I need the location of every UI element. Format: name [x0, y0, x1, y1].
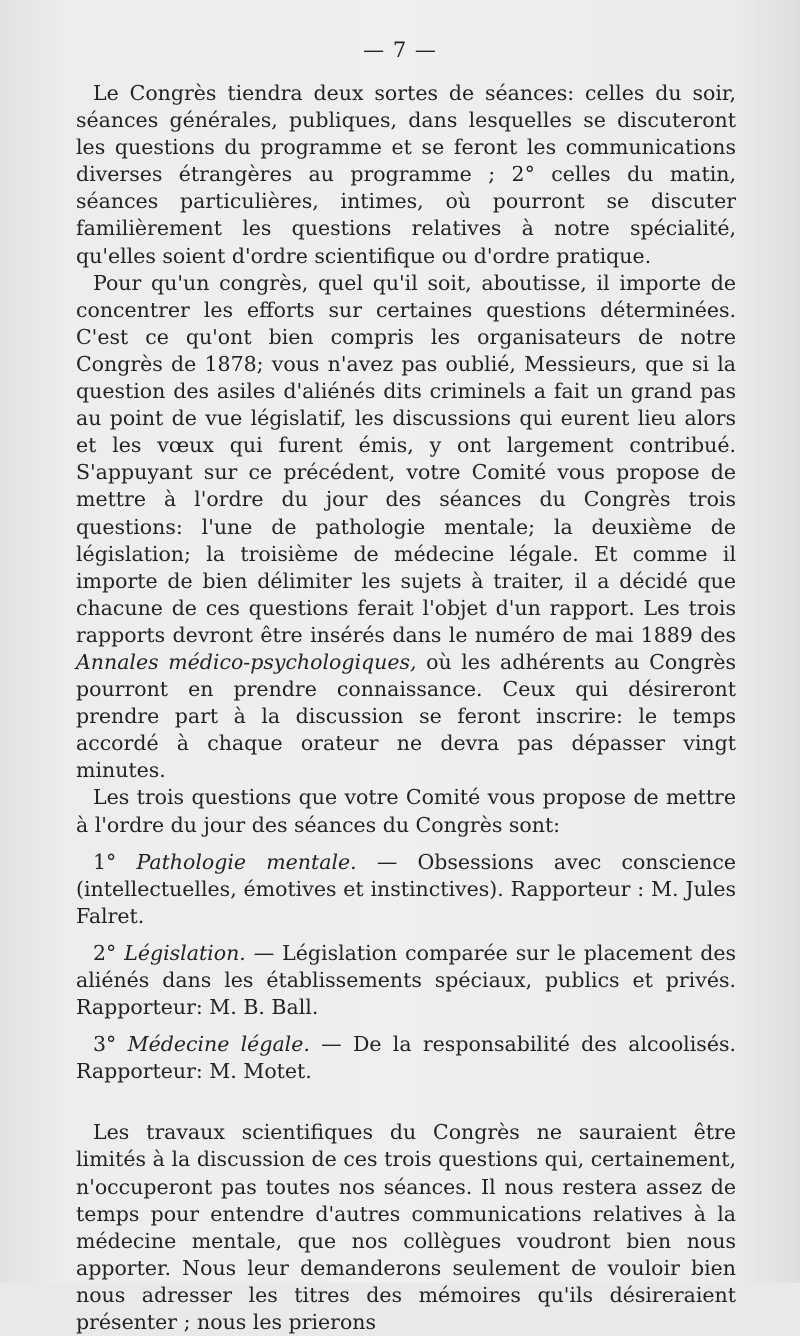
question-topic: Pathologie mentale. — [136, 849, 357, 874]
paragraph-congres-organisation — [76, 270, 736, 785]
question-text: — Législation comparée sur le placement des aliénés dans les établissements spéciaux, publics et privés. Rapporteur: M. B. Ball. — [76, 940, 736, 1020]
question-topic: Médecine légale. — [127, 1032, 310, 1057]
question-number: 1° — [93, 849, 117, 874]
paragraph-congres-text: Pour qu'un congrès, quel qu'il soit, aboutisse, il importe de concentrer les efforts sur certaines questions déterminées. C'est ce qu'ont bien compris les organisateurs de notre Congrès de 1878; vous n'avez pas oublié, Messieurs, que si la question des asiles d'aliénés dits criminels a fait un grand pas au point de vue législatif, les discussions qui eurent lieu alors et les vœux qui furent émis, y ont largement contribué. S'appuyant sur ce précédent, votre Comité vous propose de mettre à l'ordre du jour des séances du Congrès trois questions: l'une de pathologie mentale; la deuxième de législation; la troisième de médecine légale. Et comme il importe de bien délimiter les sujets à traiter, il a décidé que chacune de ces questions ferait l'objet d'un rapport. Les trois rapports devront être insérés dans le numéro de mai 1889 des — [76, 270, 736, 647]
question-item — [76, 1031, 736, 1085]
paragraph-travaux-scientifiques: Les travaux scientifiques du Congrès ne sauraient être limités à la discussion de ces trois questions qui, certainement, n'occuperont pas toutes nos séances. Il nous restera assez de temps pour entendre d'autres communications relatives à la médecine mentale, que nos collègues voudront bien nous apporter. Nous leur demanderons seulement de vouloir bien nous adresser les titres des mémoires qu'ils désireraient présenter ; nous les prierons — [76, 1120, 736, 1335]
body-text — [76, 80, 736, 1336]
question-item — [76, 940, 736, 1021]
question-number: 2° — [93, 940, 117, 965]
question-number: 3° — [93, 1032, 117, 1057]
paragraph-questions-intro: Les trois questions que votre Comité vous propose de mettre à l'ordre du jour des séances du Congrès sont: — [76, 785, 736, 837]
paragraph-seances: Le Congrès tiendra deux sortes de séances: celles du soir, séances générales, publiques, dans lesquelles se discuteront les questions du programme et se feront les communications diverses étrangères au programme ; 2° celles du matin, séances particulières, intimes, où pourront se discuter familièrement les questions relatives à notre spécialité, qu'elles soient d'ordre scientifique ou d'ordre pratique. — [76, 81, 736, 268]
question-text: — Obsessions avec conscience (intellectuelles, émotives et instinctives). Rapporteur : M. Jules Falret. — [76, 849, 736, 928]
page-number: — 7 — — [363, 38, 437, 62]
question-text: — De la responsabilité des alcoolisés. Rapporteur: M. Motet. — [76, 1032, 736, 1084]
paragraph-congres-text-end: où les adhérents au Congrès pourront en prendre connaissance. Ceux qui désireront prendre part à la discussion se feront inscrire: le temps accordé à chaque orateur ne devra pas dépasser vingt minutes. — [76, 649, 736, 783]
journal-title: Annales médico-psychologiques, — [76, 649, 417, 674]
question-item — [76, 849, 736, 930]
question-topic: Législation. — [124, 940, 246, 965]
